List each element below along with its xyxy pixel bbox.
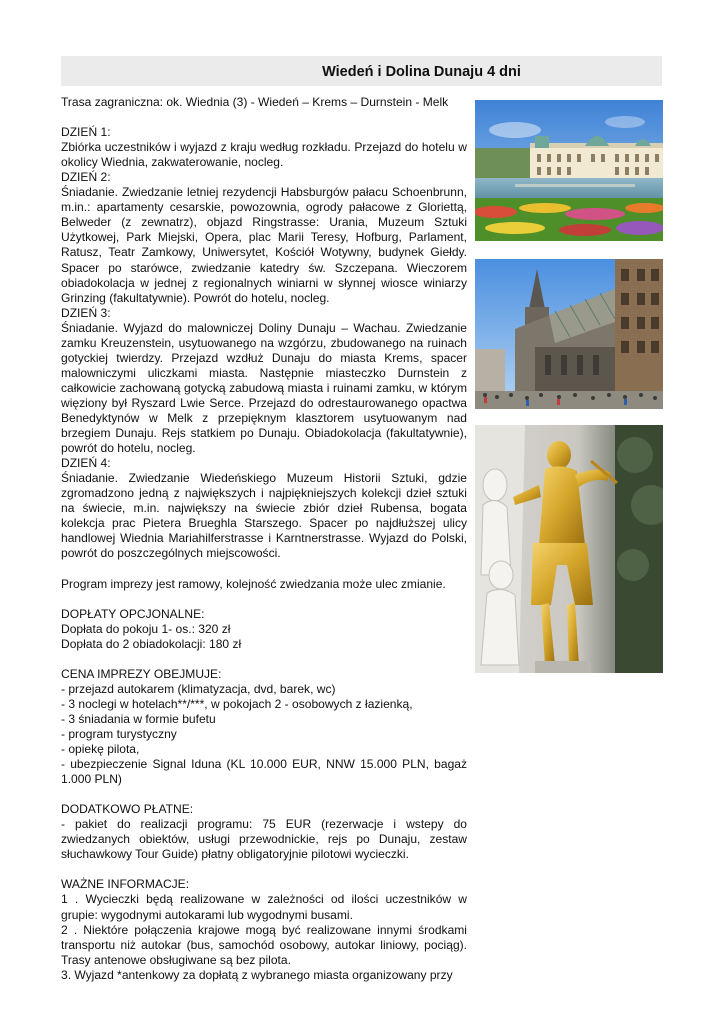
day-3-heading: DZIEŃ 3:	[61, 305, 111, 320]
extra-text: - pakiet do realizacji programu: 75 EUR (rezerwacje i wstepy do zwiedzanych obiektów, usługi przewodnickie, rejs po Dunaju, zestaw słuchawkowy Tour Guide) płatny obligatoryjnie pilotowi wycieczki.	[61, 817, 467, 862]
important-item: 1 . Wycieczki będą realizowane w zależności od ilości uczestników w grupie: wygodnymi autokarami lub wygodnymi busami.	[61, 892, 467, 922]
day-2-text: Śniadanie. Zwiedzanie letniej rezydencji Habsburgów pałacu Schoenbrunn, m.in.: apartamenty cesarskie, powozownia, ogrody pałacowe z Gloriettą, Belweder (z zewnatrz), objazd Ringstrasse: Urania, Muzeum Sztuki Użytkowej, Park Miejski, Opera, plac Marii Teresy, Hofburg, Parlament, Ratusz, Teatr Zamkowy, Uniwersytet, Kościół Wotywny, budynek Giełdy. Spacer po starówce, zwiedzanie katedry św. Szczepana. Wieczorem obiadokolacja w jednej z regionalnych winiarni w słynnej wiosce winiarzy Grinzing (fakultatywnie). Powrót do hotelu, nocleg.	[61, 185, 467, 305]
photo-golden-strauss-statue	[475, 425, 663, 673]
optional-heading: DOPŁATY OPCJONALNE:	[61, 606, 205, 621]
program-note: Program imprezy jest ramowy, kolejność zwiedzania może ulec zmianie.	[61, 576, 446, 591]
included-item: - 3 noclegi w hotelach**/***, w pokojach 2 - osobowych z łazienką,	[61, 696, 413, 711]
day-1-text: Zbiórka uczestników i wyjazd z kraju według rozkładu. Przejazd do hotelu w okolicy Wiednia, zakwaterowanie, nocleg.	[61, 140, 467, 170]
important-heading: WAŻNE INFORMACJE:	[61, 877, 190, 892]
included-heading: CENA IMPREZY OBEJMUJE:	[61, 666, 222, 681]
extra-heading: DODATKOWO PŁATNE:	[61, 802, 194, 817]
title-bar	[61, 56, 662, 86]
day-3-text: Śniadanie. Wyjazd do malowniczej Doliny Dunaju – Wachau. Zwiedzanie zamku Kreuzenstein, usytuowanego na wzgórzu, zbudowanego na ruinach gotyckiej twierdzy. Przejazd wzdłuż Dunaju do miasta Krems, spacer malowniczymi uliczkami miasta. Następnie miasteczko Durnstein z całkowicie zachowaną gotycką zabudową miasta i ruinami zamku, w którym więziony był Ryszard Lwie Serce. Przejazd do odrestaurowanego opactwa Benedyktynów w Melk z przepięknym klasztorem usytuowanym nad brzegiem Dunaju. Rejs statkiem po Dunaju. Obiadokolacja (fakultatywnie), powrót do hotelu, nocleg.	[61, 320, 467, 456]
photo-belvedere-palace	[475, 100, 663, 241]
included-item: - program turystyczny	[61, 726, 177, 741]
included-item: - 3 śniadania w formie bufetu	[61, 711, 216, 726]
content-column	[61, 95, 467, 983]
belvedere-palace-image	[475, 100, 663, 241]
optional-item: Dopłata do pokoju 1- os.: 320 zł	[61, 621, 231, 636]
day-1-heading: DZIEŃ 1:	[61, 125, 111, 140]
important-item: 2 . Niektóre połączenia krajowe mogą być realizowane innymi środkami transportu niż autokar (bus, samochód osobowy, autokar liniowy, pociąg). Trasy antenowe obsługiwane są bez pilota.	[61, 922, 467, 967]
included-item: - opiekę pilota,	[61, 742, 140, 757]
strauss-statue-image	[475, 425, 663, 673]
optional-item: Dopłata do 2 obiadokolacji: 180 zł	[61, 636, 242, 651]
day-2-heading: DZIEŃ 2:	[61, 170, 111, 185]
included-item: - ubezpieczenie Signal Iduna (KL 10.000 EUR, NNW 15.000 PLN, bagaż 1.000 PLN)	[61, 757, 467, 787]
important-item: 3. Wyjazd *antenkowy za dopłatą z wybranego miasta organizowany przy	[61, 967, 453, 982]
included-item: - przejazd autokarem (klimatyzacja, dvd, barek, wc)	[61, 681, 336, 696]
page-title: Wiedeń i Dolina Dunaju 4 dni	[322, 64, 521, 80]
photo-st-stephens-cathedral	[475, 259, 663, 409]
day-4-heading: DZIEŃ 4:	[61, 456, 111, 471]
route-line: Trasa zagraniczna: ok. Wiednia (3) - Wiedeń – Krems – Durnstein - Melk	[61, 95, 449, 109]
cathedral-image	[475, 259, 663, 409]
day-4-text: Śniadanie. Zwiedzanie Wiedeńskiego Muzeum Historii Sztuki, gdzie zgromadzono jedną z największych i najpiękniejszych kolekcji dzieł sztuki na świecie, m.in. największy na świecie zbiór dzieł Rubensa, bogata kolekcja prac Pietera Brueghla Starszego. Spacer po najdłuższej ulicy handlowej Wiednia Mariahilferstrasse i Karntnerstrasse. Wyjazd do Polski, powrót do poszczególnych miejscowości.	[61, 471, 467, 561]
